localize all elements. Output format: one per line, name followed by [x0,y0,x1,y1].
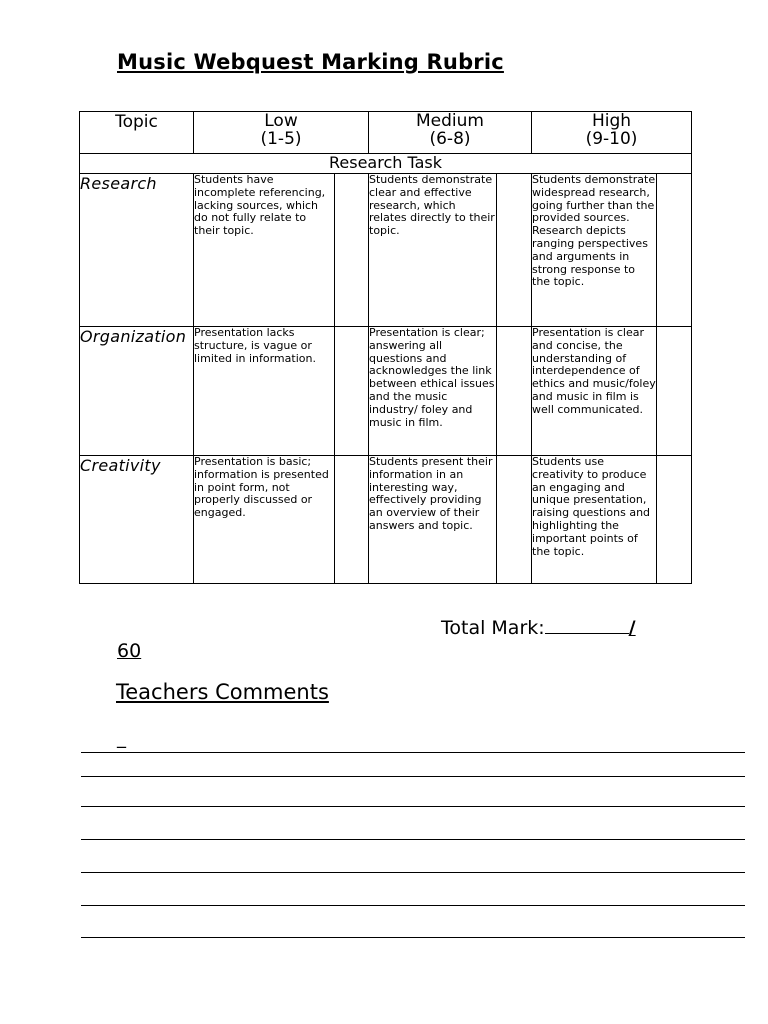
high-score-cell[interactable] [657,174,692,327]
section-row [80,154,692,174]
header-row [80,112,692,154]
total-mark-slash: / [628,617,636,639]
table-row [80,174,692,327]
topic-cell: Creativity [80,456,194,584]
header-medium [369,112,532,154]
high-description: Students use creativity to produce an engaging and unique presentation, raising questions and highlighting the important points of the topic. [532,456,657,584]
total-mark-denominator: 60 [117,640,142,662]
low-score-cell[interactable] [335,174,369,327]
comment-line[interactable] [81,937,745,938]
low-description: Presentation is basic; information is presented in point form, not properly discussed or engaged. [194,456,335,584]
comment-line[interactable] [81,872,745,873]
comments-dash: _ [117,728,126,749]
low-description: Students have incomplete referencing, lacking sources, which do not fully relate to their topic. [194,174,335,327]
header-low-label: Low [264,111,298,131]
topic-cell: Research [80,174,194,327]
header-medium-label: Medium [416,111,484,131]
section-title: Research Task [80,154,692,174]
header-high-label: High [591,111,632,131]
total-mark-label: Total Mark: [441,617,545,639]
medium-score-cell[interactable] [497,456,532,584]
table-row [80,456,692,584]
header-low [194,112,369,154]
high-score-cell[interactable] [657,456,692,584]
comment-line[interactable] [81,806,745,807]
header-topic-label: Topic [115,112,158,132]
low-score-cell[interactable] [335,327,369,456]
comment-line[interactable] [81,905,745,906]
high-score-cell[interactable] [657,327,692,456]
high-description: Students demonstrate widespread research, going further than the provided sources. Research depicts ranging perspectives and arguments in strong response to the topic. [532,174,657,327]
header-high-range: (9-10) [585,129,638,149]
high-description: Presentation is clear and concise, the understanding of interdependence of ethics and music/foley and music in film is well communicated. [532,327,657,456]
header-high [532,112,692,154]
rubric-table [79,111,692,584]
medium-score-cell[interactable] [497,174,532,327]
comment-line[interactable] [81,839,745,840]
header-medium-range: (6-8) [429,129,471,149]
medium-description: Students present their information in an interesting way, effectively providing an overview of their answers and topic. [369,456,497,584]
medium-description: Presentation is clear; answering all questions and acknowledges the link between ethical issues and the music industry/ foley and music in film. [369,327,497,456]
page-title: Music Webquest Marking Rubric [117,50,504,74]
medium-description: Students demonstrate clear and effective research, which relates directly to their topic. [369,174,497,327]
medium-score-cell[interactable] [497,327,532,456]
table-row [80,327,692,456]
topic-cell: Organization [80,327,194,456]
low-score-cell[interactable] [335,456,369,584]
header-topic [80,112,194,154]
total-mark-blank[interactable] [545,619,629,634]
total-mark [441,617,636,639]
comment-line[interactable] [81,776,745,777]
comments-title: Teachers Comments [116,680,329,704]
comment-line[interactable] [81,752,745,753]
low-description: Presentation lacks structure, is vague or limited in information. [194,327,335,456]
header-low-range: (1-5) [260,129,302,149]
